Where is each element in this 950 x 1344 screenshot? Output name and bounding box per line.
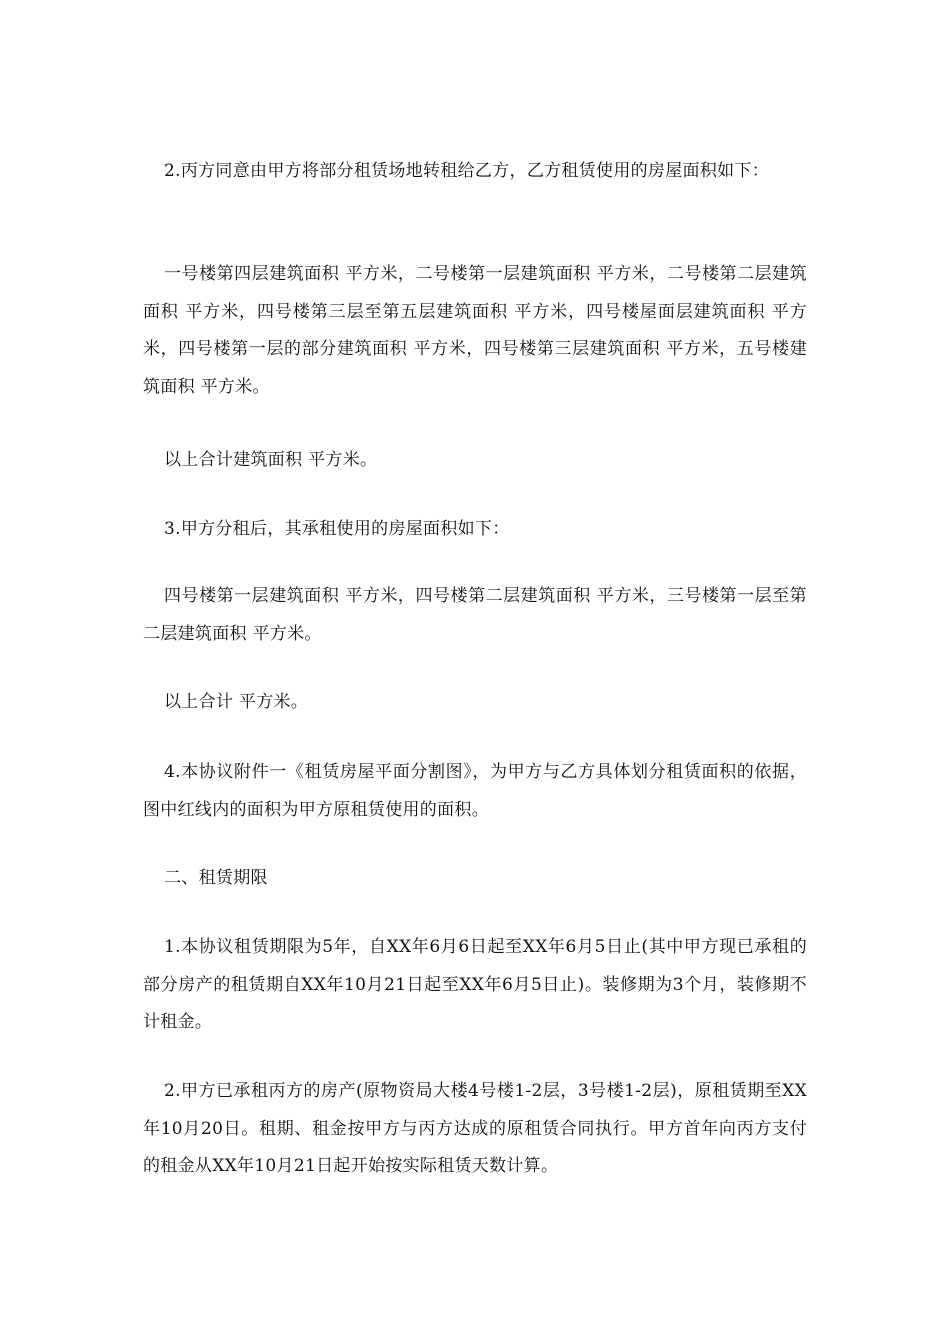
paragraph-total-area-a: 以上合计 平方米。 (164, 692, 309, 712)
paragraph-total-area-b: 以上合计建筑面积 平方米。 (164, 450, 378, 470)
paragraph-building-areas-b: 一号楼第四层建筑面积 平方米，二号楼第一层建筑面积 平方米，二号楼第二层建筑面积 平方米，四号楼第三层至第五层建筑面积 平方米，四号楼屋面层建筑面积 平方米，四号楼第一层的部分建筑面积 平方米，四号楼第三层建筑面积 平方米，五号楼建筑面积 平方米。 (143, 264, 807, 397)
paragraph-3-a-area: 3.甲方分租后，其承租使用的房屋面积如下： (164, 519, 510, 539)
paragraph-term-2: 2.甲方已承租丙方的房产(原物资局大楼4号楼1-2层，3号楼1-2层)，原租赁期至XX年10月20日。租期、租金按甲方与丙方达成的原租赁合同执行。甲方首年向丙方支付的租金从XX年10月21日起开始按实际租赁天数计算。 (143, 1081, 807, 1176)
paragraph-term-1: 1.本协议租赁期限为5年，自XX年6月6日起至XX年6月5日止(其中甲方现已承租的部分房产的租赁期自XX年10月21日起至XX年6月5日止)。装修期为3个月，装修期不计租金。 (143, 937, 807, 1032)
paragraph-a-building-areas: 四号楼第一层建筑面积 平方米，四号楼第二层建筑面积 平方米，三号楼第一层至第二层建筑面积 平方米。 (143, 586, 807, 644)
section-heading-lease-term: 二、租赁期限 (164, 868, 268, 888)
paragraph-2-area-transfer: 2.丙方同意由甲方将部分租赁场地转租给乙方，乙方租赁使用的房屋面积如下： (164, 161, 770, 181)
paragraph-4-attachment: 4.本协议附件一《租赁房屋平面分割图》，为甲方与乙方具体划分租赁面积的依据，图中红线内的面积为甲方原租赁使用的面积。 (143, 762, 807, 820)
